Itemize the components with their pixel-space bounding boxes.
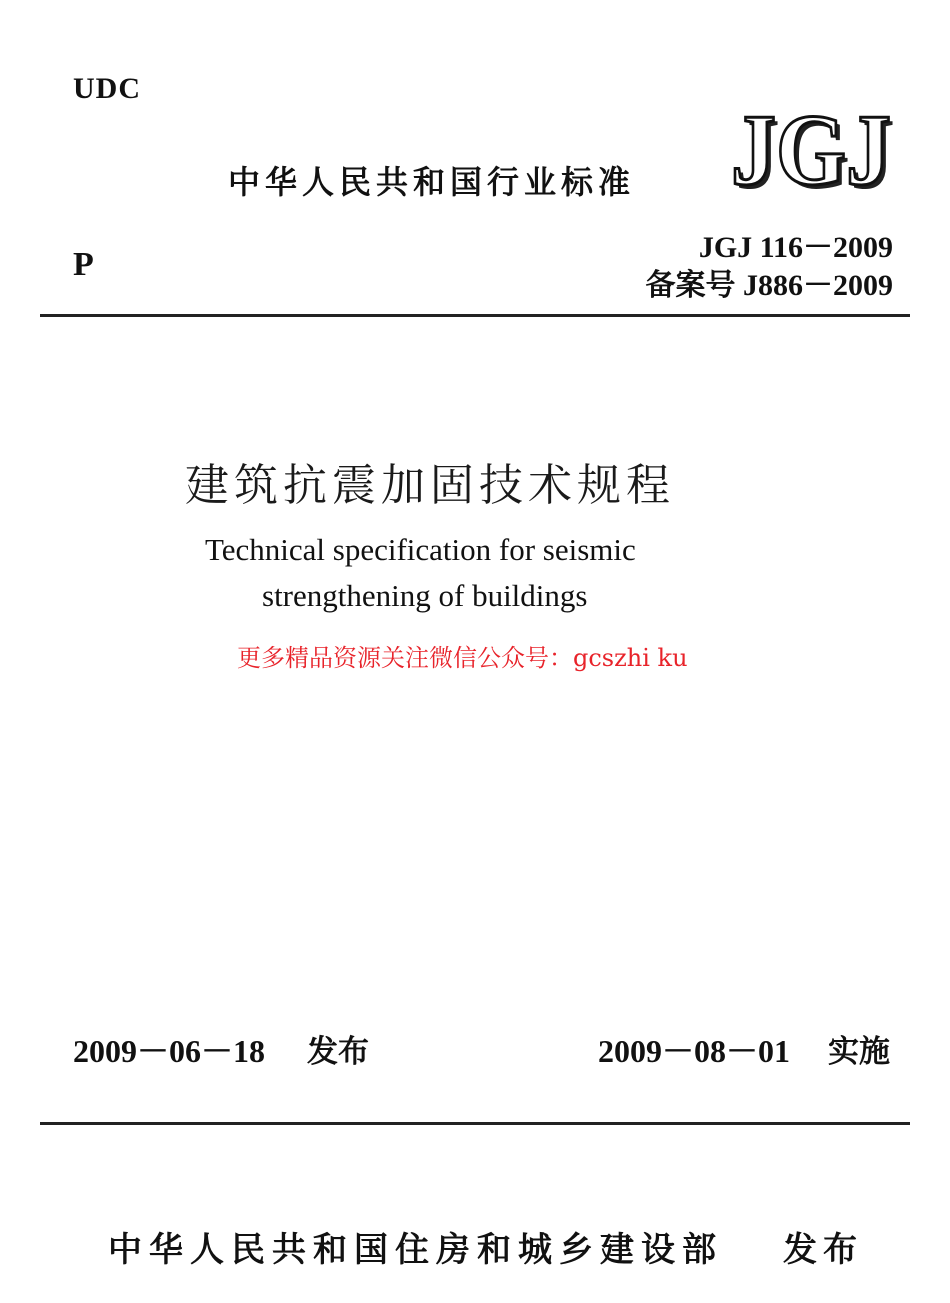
classification-code: P [73, 246, 94, 283]
issue-label: 发布 [783, 1230, 863, 1270]
watermark-text: 更多精品资源关注微信公众号：gcszhi ku [237, 644, 688, 672]
standard-category: 中华人民共和国行业标准 [228, 163, 636, 201]
publish-label: 发布 [307, 1034, 369, 1070]
udc-label: UDC [73, 72, 141, 105]
title-english-line2: strengthening of buildings [262, 578, 588, 613]
bottom-divider [40, 1122, 910, 1125]
jgj-logo-face: JGJ [731, 106, 891, 192]
jgj-logo-shadow: JGJ [735, 106, 895, 192]
title-english-line1: Technical specification for seismic [205, 532, 636, 567]
issuing-authority: 中华人民共和国住房和城乡建设部 [108, 1230, 723, 1270]
effective-date: 2009－08－01 [598, 1033, 791, 1069]
jgj-logo [728, 106, 898, 192]
top-divider [40, 314, 910, 317]
publish-date: 2009－06－18 [73, 1033, 266, 1069]
effective-label: 实施 [828, 1034, 890, 1070]
title-chinese: 建筑抗震加固技术规程 [185, 460, 675, 511]
standard-number: JGJ 116－2009 [698, 231, 893, 264]
record-number: 备案号 J886－2009 [645, 269, 893, 302]
